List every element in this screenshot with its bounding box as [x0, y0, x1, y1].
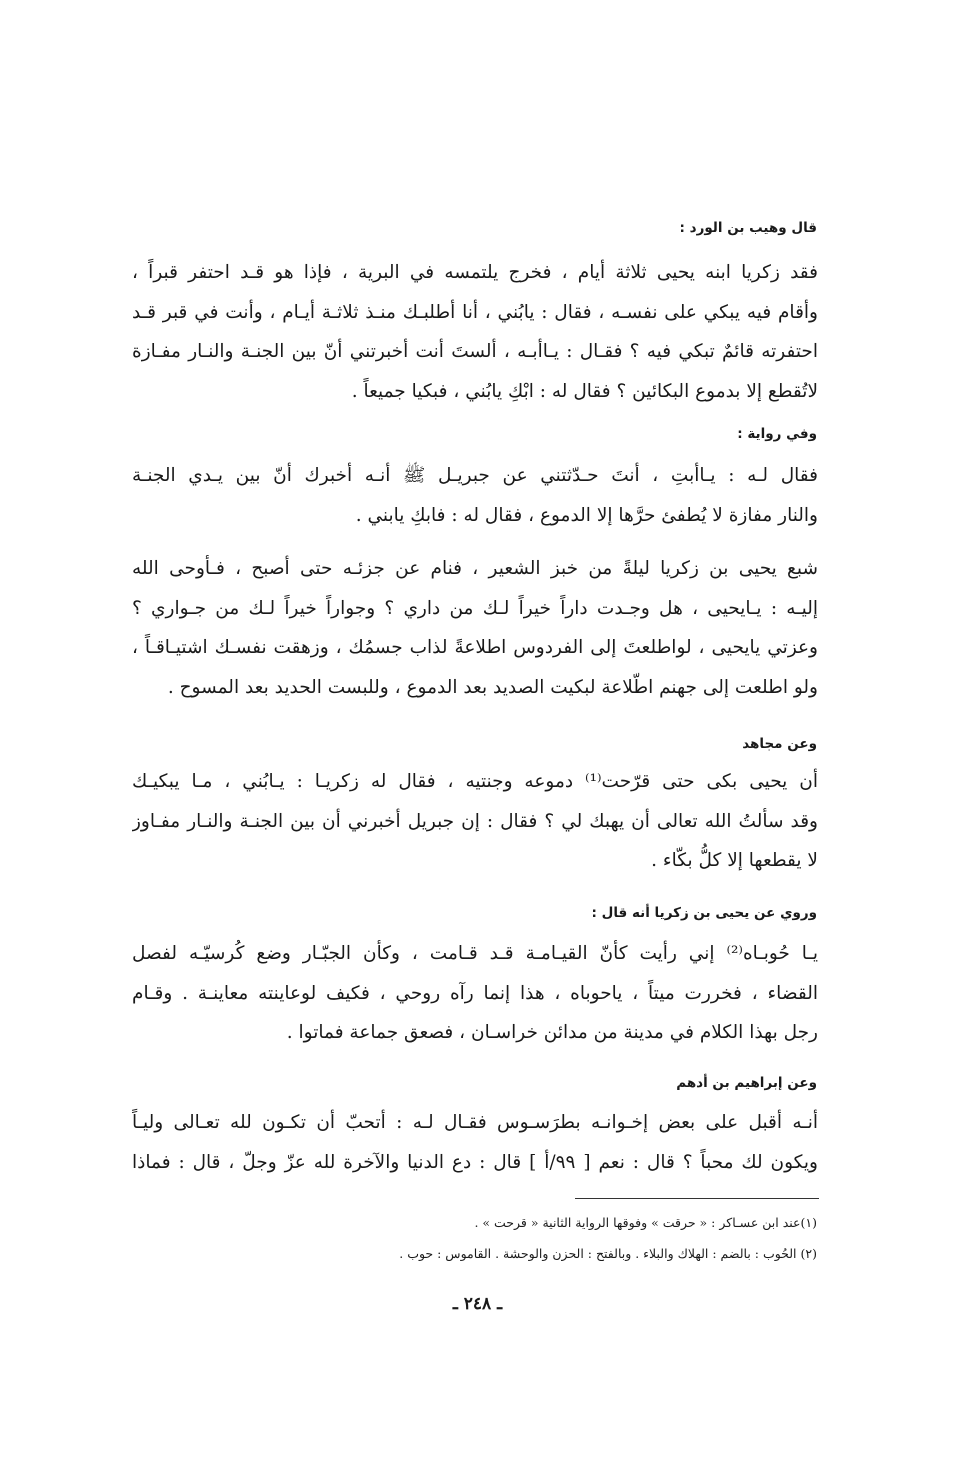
page-number: ـ ٢٤٨ ـ: [452, 1294, 503, 1314]
text-line: لاتُقطع إلا بدموع البكائين ؟ فقال له : ابْكِ يابُني ، فبكيا جميعاً .: [351, 380, 818, 402]
text-line: ولو اطلعت إلى جهنم اطّلاعة لبكيت الصديد بعد الدموع ، وللبست الحديد بعد المسوح .: [167, 676, 818, 698]
text-line: والنار مفازة لا يُطفئ حرَّها إلا الدموع ، فقال له : فابكِ يابني .: [355, 504, 818, 526]
paragraph-ibrahim: [132, 1103, 818, 1182]
paragraph-mujahid: [132, 762, 818, 881]
footnote-divider: [575, 1198, 819, 1199]
paragraph-yahya-quote: [132, 934, 818, 1053]
section-heading-riwaya: وفي رواية :: [737, 426, 817, 442]
text-line: ويكون لك محباً ؟ قال : نعم [ ٩٩/أ ] قال : دع الدنيا والآخرة لله عزّ وجلّ ، قال : فماذا: [132, 1151, 818, 1173]
text-line: أن يحيى بكى حتى قرّحت⁽¹⁾ دموعه وجنتيه ، فقال له زكريـا : يـابُني ، مـا يبكيـك: [132, 771, 818, 792]
footnote-2: (٢) الحُوب : بالضم : الهلاك والبلاء . وبالفتح : الحزن والوحشة . القاموس : حوب .: [399, 1246, 817, 1261]
text-line: لا يقطعها إلا كلُّ بكّاء .: [651, 850, 818, 871]
text-line: أنـه أقبل على بعض إخـوانـه بطرَسـوس فقـال لـه : أتحبّ أن تكـون لله تعـالى وليـاً: [132, 1112, 818, 1133]
text-line: وقد سألتُ الله تعالى أن يهبك لي ؟ فقال : إن جبريل أخبرني أن بين الجنـة والنـار مفـاوز: [132, 810, 818, 832]
section-heading-yahya-quote: وروي عن يحيى بن زكريا أنه قال :: [591, 905, 817, 921]
paragraph-yahya-sleep: [132, 549, 818, 707]
text-line: فقد زكريا ابنه يحيى ثلاثة أيام ، فخرج يلتمسه في البرية ، فإذا هو قـد احتفر قبراً ،: [132, 262, 818, 283]
text-line: القضاء ، فخررت ميتاً ، ياحوباه ، هذا إنما رآه روحي ، فكيف لوعاينته معاينـة . وقـام: [132, 982, 818, 1004]
text-line: إليـه : يـايحيى ، هل وجـدت داراً خيراً لـك من داري ؟ وجواراً خيراً لـك من جـواري ؟: [132, 597, 818, 619]
section-heading-mujahid: وعن مجاهد: [742, 736, 817, 752]
section-heading-wahib: قال وهيب بن الورد :: [679, 220, 817, 236]
text-line: رجل بهذا الكلام في مدينة من مدائن خراسـان ، فصعق جماعة فماتوا .: [286, 1022, 818, 1043]
footnote-1: (١)عند ابن عسـاكر : « حرقت » وفوقها الرواية الثانية « قرحت » .: [474, 1215, 817, 1230]
text-line: وأقام فيه يبكي على نفسـه ، فقال : يابُني ، أنا أطلبـك منـذ ثلاثـة أيـام ، وأنت في قبر قـد: [132, 301, 818, 323]
paragraph-riwaya: [132, 456, 818, 535]
text-line: يـا حُوبـاه⁽²⁾ إني رأيت كأنّ القيـامـة قـد قـامت ، وكأن الجبّـار وضع كُرسيّـه لفصل: [132, 943, 818, 964]
text-line: فقال لـه : يـاأبتِ ، أنتَ حـدّثتني عن جبريـل ﷺ أنـه أخبرك أنّ بين يـدي الجنـة: [132, 465, 818, 486]
paragraph-wahib: [132, 253, 818, 411]
text-line: احتفرته قائمٌ تبكي فيه ؟ فقـال : يـاأبـه ، ألستَ أنت أخبرتني أنّ بين الجنـة والنـار مفـازة: [132, 341, 818, 362]
text-line: شبع يحيى بن زكريا ليلةً من خبز الشعير ، فنام عن جزئـه حتى أصبح ، فـأوحى الله: [132, 558, 818, 579]
text-line: وعزتي يايحيى ، لواطلعتَ إلى الفردوس اطلاعةً لذاب جسمُك ، وزهقت نفسـك اشتيـاقـاً ،: [132, 637, 818, 658]
section-heading-ibrahim: وعن إبراهيم بن أدهم: [676, 1075, 817, 1091]
